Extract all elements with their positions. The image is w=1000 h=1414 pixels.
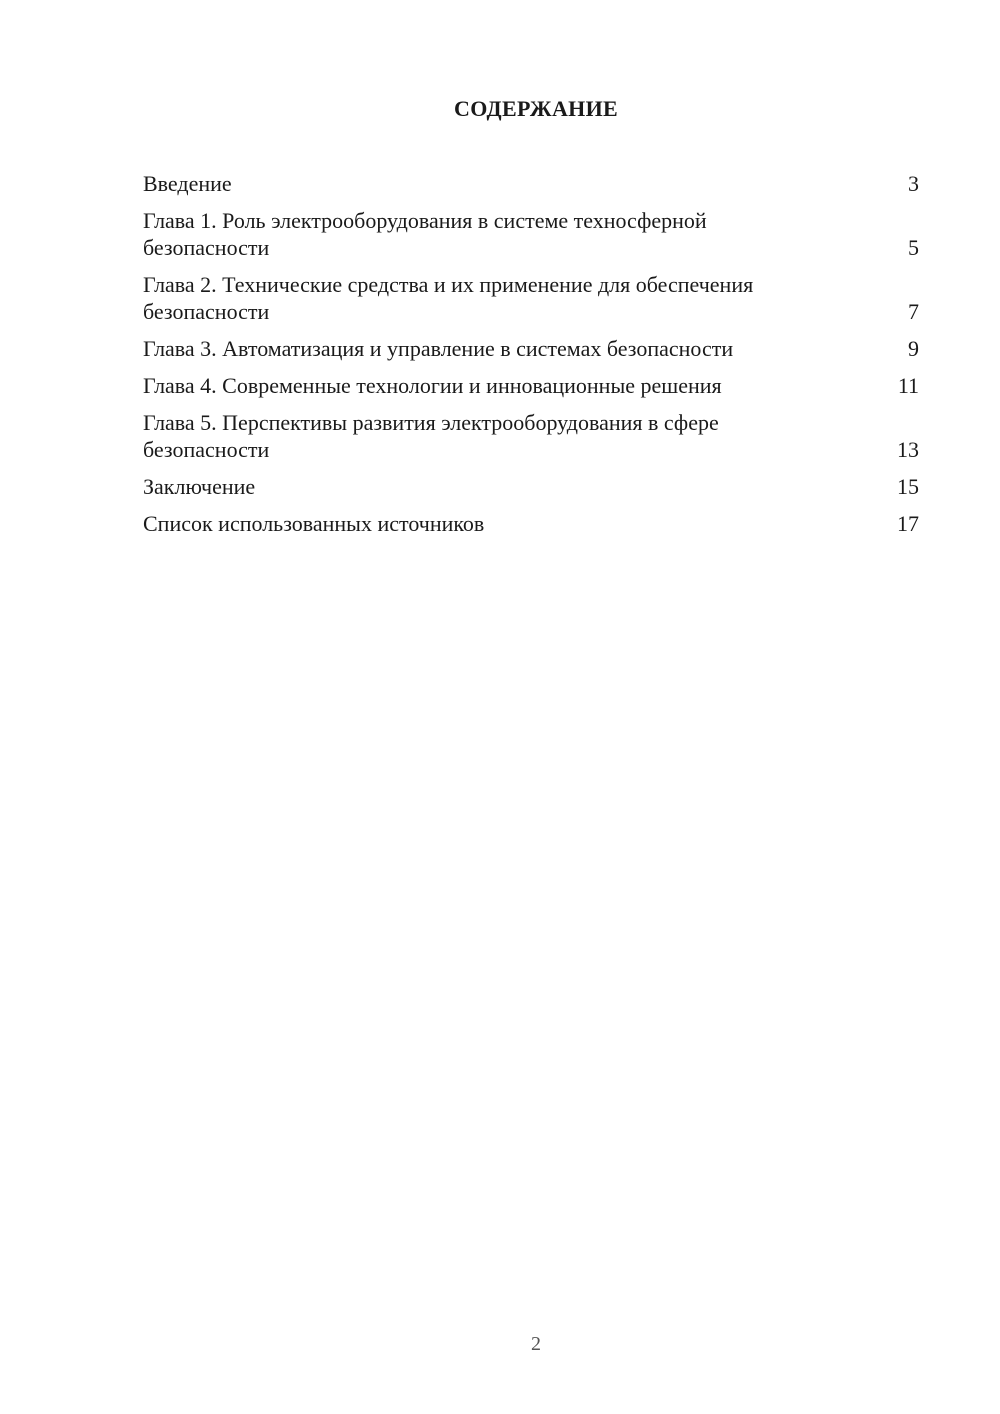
toc-entry-introduction[interactable] [143,170,919,197]
toc-entry-text: Список использованных источников [143,511,485,536]
toc-entry-chapter-4[interactable] [143,372,919,399]
toc-entry-page: 13 [897,437,919,462]
toc-entry-chapter-2[interactable] [143,271,919,325]
toc-entry-page: 3 [908,171,919,196]
toc-entry-references[interactable] [143,510,919,537]
toc-entry-conclusion[interactable] [143,473,919,500]
page-number: 2 [531,1333,541,1355]
toc-entry-text: Заключение [143,474,256,499]
table-of-contents [143,170,919,547]
toc-entry-text: Введение [143,171,232,196]
toc-entry-page: 17 [897,511,919,536]
toc-entry-page: 15 [897,474,919,499]
toc-entry-page: 11 [897,373,919,398]
toc-entry-chapter-1[interactable] [143,207,919,261]
toc-entry-page: 7 [908,299,919,324]
toc-entry-chapter-3[interactable] [143,335,919,362]
toc-entry-text: Глава 2. Технические средства и их применение для обеспечения безопасности [143,272,754,324]
toc-entry-text: Глава 5. Перспективы развития электрооборудования в сфере безопасности [143,410,719,462]
toc-title: СОДЕРЖАНИЕ [454,96,618,121]
toc-entry-text: Глава 1. Роль электрооборудования в системе техносферной безопасности [143,208,707,260]
toc-entry-text: Глава 4. Современные технологии и инновационные решения [143,373,722,398]
toc-entry-page: 5 [908,235,919,260]
toc-entry-chapter-5[interactable] [143,409,919,463]
toc-entry-page: 9 [908,336,919,361]
toc-entry-text: Глава 3. Автоматизация и управление в системах безопасности [143,336,734,361]
